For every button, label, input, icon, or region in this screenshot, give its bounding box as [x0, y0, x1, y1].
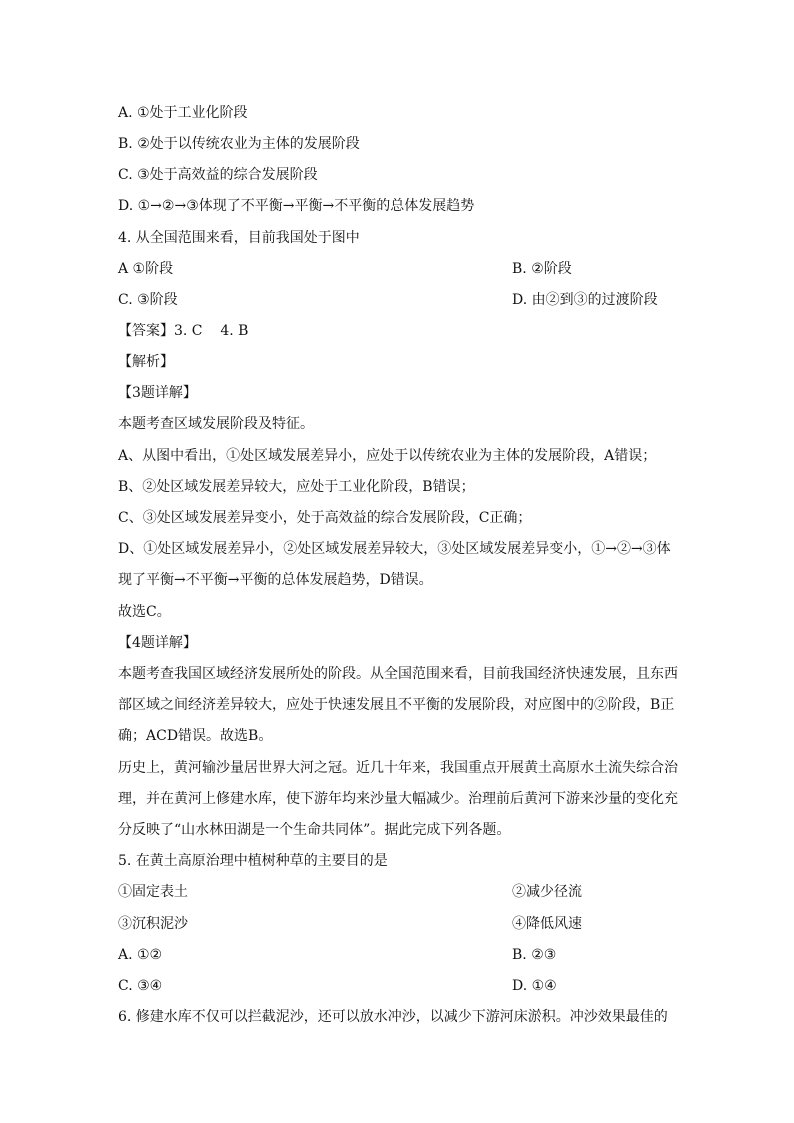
answer-line: 【答案】3. C 4. B	[118, 323, 249, 339]
q3-option-a: A. ①处于工业化阶段	[118, 105, 248, 121]
q6-stem: 6. 修建水库不仅可以拦截泥沙，还可以放水冲沙，以减少下游河床淤积。冲沙效果最佳的	[118, 1009, 668, 1025]
q3-detail-heading: 【3题详解】	[118, 385, 197, 401]
q4-detail-line3: 确；ACD错误。故选B。	[118, 728, 273, 744]
q3-option-c: C. ③处于高效益的综合发展阶段	[118, 167, 318, 183]
q5-option-c: C. ③④	[118, 978, 163, 994]
q4-stem: 4. 从全国范围来看，目前我国处于图中	[118, 230, 360, 246]
passage-line2: 理，并在黄河上修建水库，使下游年均来沙量大幅减少。治理前后黄河下游来沙量的变化充	[118, 791, 678, 807]
q5-item-2: ②减少径流	[512, 884, 582, 900]
q3-detail-intro: 本题考查区域发展阶段及特征。	[118, 416, 314, 432]
q3-detail-choice: 故选C。	[118, 604, 171, 620]
q4-detail-line2: 部区域之间经济差异较大，应处于快速发展且不平衡的发展阶段，对应图中的②阶段，B正	[118, 697, 675, 713]
analysis-heading: 【解析】	[118, 354, 174, 370]
q4-option-b: B. ②阶段	[512, 261, 572, 277]
q5-item-3: ③沉积泥沙	[118, 916, 188, 932]
q4-option-c: C. ③阶段	[118, 292, 178, 308]
q5-item-4: ④降低风速	[512, 916, 582, 932]
q3-detail-d-line2: 现了平衡→不平衡→平衡的总体发展趋势，D错误。	[118, 572, 433, 588]
q5-items-row2	[118, 915, 678, 933]
q3-option-d: D. ①→②→③体现了不平衡→平衡→不平衡的总体发展趋势	[118, 198, 475, 214]
q3-detail-c: C、③处区域发展差异变小，处于高效益的综合发展阶段，C正确；	[118, 510, 532, 526]
q5-stem: 5. 在黄土高原治理中植树种草的主要目的是	[118, 853, 388, 869]
q3-option-b: B. ②处于以传统农业为主体的发展阶段	[118, 136, 360, 152]
q5-option-b: B. ②③	[512, 947, 557, 963]
q4-options-row1	[118, 260, 678, 278]
passage-line1: 历史上，黄河输沙量居世界大河之冠。近几十年来，我国重点开展黄土高原水土流失综合治	[118, 760, 678, 776]
q3-detail-b: B、②处区域发展差异较大，应处于工业化阶段，B错误；	[118, 479, 475, 495]
q5-options-row1	[118, 946, 678, 964]
q4-options-row2	[118, 291, 678, 309]
q3-detail-d-line1: D、①处区域发展差异小，②处区域发展差异较大，③处区域发展差异变小，①→②→③体	[118, 541, 671, 557]
q5-items-row1	[118, 883, 678, 901]
q4-detail-line1: 本题考查我国区域经济发展所处的阶段。从全国范围来看，目前我国经济快速发展，且东西	[118, 666, 678, 682]
q5-option-d: D. ①④	[512, 978, 557, 994]
q5-options-row2	[118, 977, 678, 995]
q3-detail-a: A、从图中看出，①处区域发展差异小，应处于以传统农业为主体的发展阶段，A错误；	[118, 448, 657, 464]
q4-detail-heading: 【4题详解】	[118, 635, 197, 651]
q4-option-a: A ①阶段	[118, 261, 174, 277]
passage-line3: 分反映了“山水林田湖是一个生命共同体”。据此完成下列各题。	[118, 822, 511, 838]
q4-option-d: D. 由②到③的过渡阶段	[512, 292, 658, 308]
q5-option-a: A. ①②	[118, 947, 163, 963]
q5-item-1: ①固定表土	[118, 884, 188, 900]
